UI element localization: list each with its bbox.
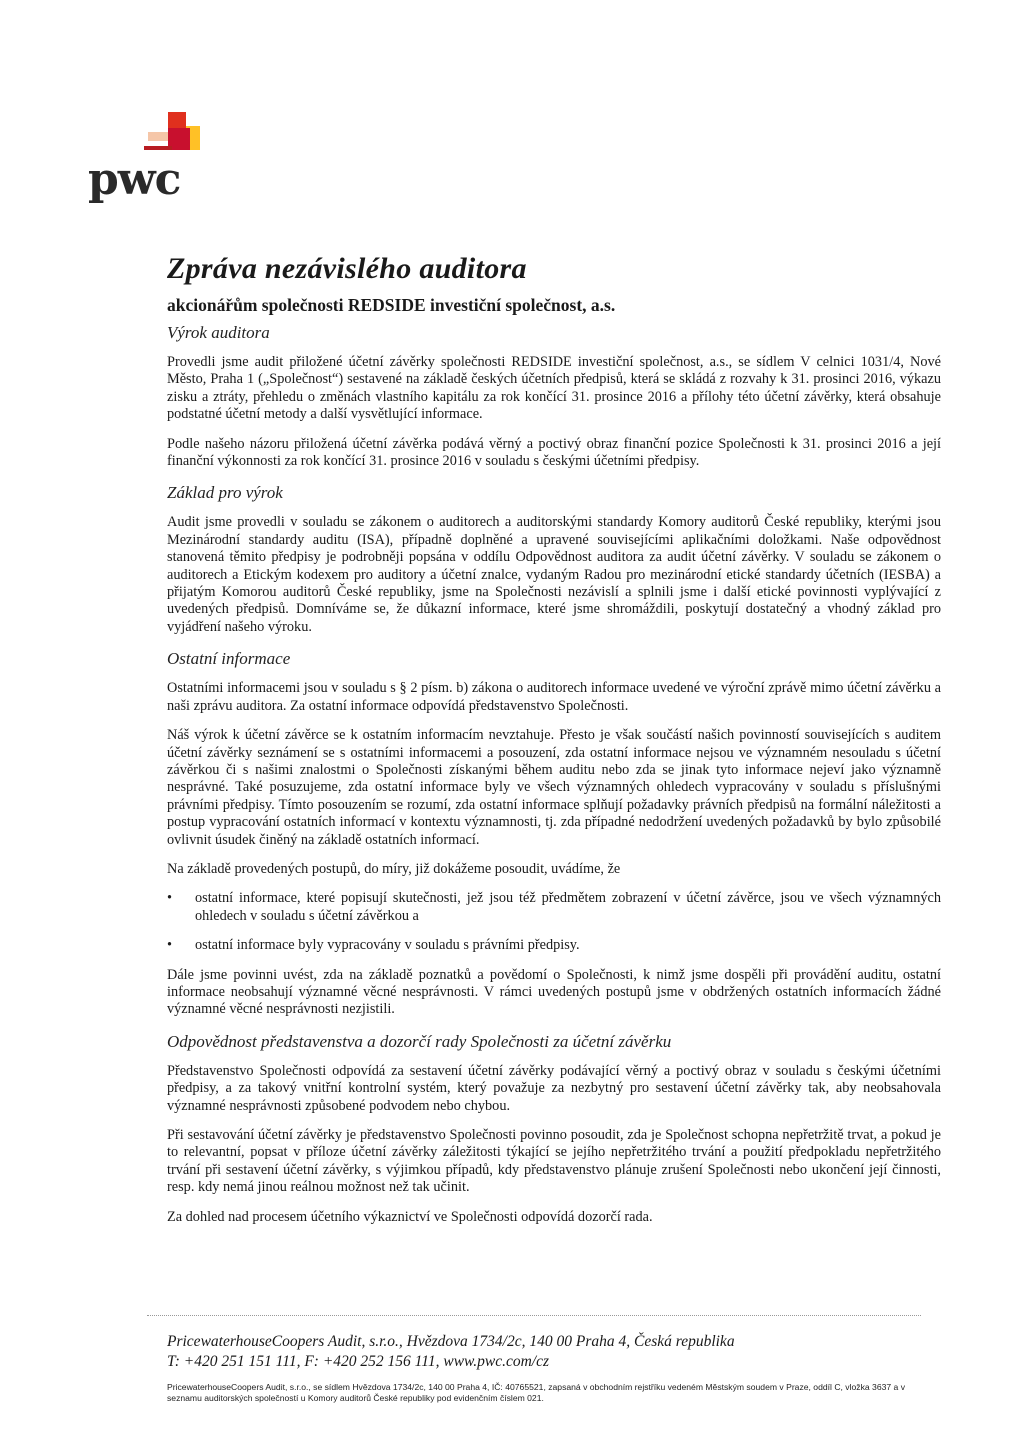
section-heading-basis: Základ pro výrok (167, 483, 283, 503)
list-item-text: ostatní informace, které popisují skutečnosti, jež jsou též předmětem zobrazení v účetní závěrce, jsou ve všech významných ohledech v souladu s účetní závěrkou a (195, 890, 941, 924)
paragraph: Dále jsme povinni uvést, zda na základě poznatků a povědomí o Společnosti, k nimž jsme dospěli při provádění auditu, ostatní informace neobsahují významné věcné nesprávnosti. V rámci uvedených postupů jsme v obdržených ostatních informacích žádné významné věcné nesprávnosti nezjistili. (167, 966, 941, 1018)
section-heading-opinion: Výrok auditora (167, 323, 270, 342)
section-heading-other-information: Ostatní informace (167, 649, 291, 669)
report-title: Zpráva nezávislého auditora (167, 252, 527, 285)
footer-divider (147, 1315, 921, 1316)
footer-legal: PricewaterhouseCoopers Audit, s.r.o., se sídlem Hvězdova 1734/2c, 140 00 Praha 4, IČ: 40765521, zapsaná v obchodním rejstříku vedeném Městským soudem v Praze, oddíl C, vložka 3637 a v seznamu auditorských společností u Komory auditorů České republiky pod evidenčním číslem 021. (167, 1382, 906, 1403)
section-heading-board-responsibility: Odpovědnost představenstva a dozorčí rady Společnosti za účetní závěrku (167, 1031, 672, 1051)
list-item (167, 890, 941, 925)
footer-address (167, 1332, 927, 1372)
bullet-icon: • (167, 890, 173, 907)
paragraph: Představenstvo Společnosti odpovídá za sestavení účetní závěrky podávající věrný a poctivý obraz v souladu s českými účetními předpisy, a za takový vnitřní kontrolní systém, který považuje za nezbytný pro sestavení účetní závěrky tak, aby neobsahovala významné nesprávnosti způsobené podvodem nebo chybou. (167, 1062, 941, 1114)
paragraph: Za dohled nad procesem účetního výkaznictví ve Společnosti odpovídá dozorčí rada. (167, 1208, 653, 1225)
report-subtitle: akcionářům společnosti REDSIDE investiční společnost, a.s. (167, 295, 616, 315)
report-body (167, 250, 941, 1238)
logo-block-dark (144, 146, 172, 150)
paragraph: Ostatními informacemi jsou v souladu s § 2 písm. b) zákona o auditorech informace uvedené ve výroční zprávě mimo účetní závěrku a naši zprávu auditora. Za ostatní informace odpovídá představenstvo Společnosti. (167, 680, 941, 714)
footer-address-line: PricewaterhouseCoopers Audit, s.r.o., Hvězdova 1734/2c, 140 00 Praha 4, Česká republika (167, 1333, 735, 1350)
bullet-list (167, 890, 941, 954)
bullet-icon: • (167, 937, 173, 954)
pwc-logo (88, 108, 218, 208)
paragraph: Na základě provedených postupů, do míry, již dokážeme posoudit, uvádíme, že (167, 860, 621, 877)
paragraph: Provedli jsme audit přiložené účetní závěrky společnosti REDSIDE investiční společnost, a.s., se sídlem V celnici 1031/4, Nové Město, Praha 1 („Společnost“) sestavené na základě českých účetních předpisů, která se skládá z rozvahy k 31. prosinci 2016, výkazu zisku a ztráty, přehledu o změnách vlastního kapitálu za rok končící 31. prosince 2016 a přílohy této účetní závěrky, která obsahuje podstatné účetní metody a další vysvětlující informace. (167, 354, 941, 423)
logo-wordmark: pwc (88, 154, 181, 205)
paragraph: Náš výrok k účetní závěrce se k ostatním informacím nevztahuje. Přesto je však součástí našich povinností souvisejících s auditem účetní závěrky seznámení se s ostatními informacemi a posouzení, zda ostatní informace nejsou ve významném nesouladu s účetní závěrkou či s našimi znalostmi o Společnosti získanými během auditu nebo zda se jinak tyto informace nejeví jako významně nesprávné. Také posuzujeme, zda ostatní informace byly ve všech významných ohledech vypracovány v souladu s příslušnými právními předpisy. Tímto posouzením se rozumí, zda ostatní informace splňují požadavky právních předpisů na formální náležitosti a postup vypracování ostatních informací v kontextu významnosti, tj. zda případné nedodržení uvedených požadavků by bylo způsobilé ovlivnit úsudek činěný na základě ostatních informací. (167, 727, 941, 848)
paragraph: Podle našeho názoru přiložená účetní závěrka podává věrný a poctivý obraz finanční pozice Společnosti k 31. prosinci 2016 a její finanční výkonnosti za rok končící 31. prosince 2016 v souladu s českými účetními předpisy. (167, 435, 941, 470)
paragraph: Audit jsme provedli v souladu se zákonem o auditorech a auditorskými standardy Komory auditorů České republiky, kterými jsou Mezinárodní standardy auditu (ISA), případně doplněné a upravené souvisejícími aplikačními doložkami. Naše odpovědnost stanovená těmito předpisy je podrobněji popsána v oddílu Odpovědnost auditora za audit účetní závěrky. V souladu se zákonem o auditorech a Etickým kodexem pro auditory a účetní znalce, vydaným Radou pro mezinárodní etické standardy účetních (IESBA) a přijatým Komorou auditorů České republiky, jsme na Společnosti nezávislí a splnili jsme i další etické povinnosti vyplývající z uvedených předpisů. Domníváme se, že důkazní informace, které jsme shromáždili, poskytují dostatečný a vhodný základ pro vyjádření našeho výroku. (167, 514, 941, 635)
list-item-text: ostatní informace byly vypracovány v souladu s právními předpisy. (195, 937, 580, 954)
list-item (167, 937, 941, 954)
paragraph: Při sestavování účetní závěrky je představenstvo Společnosti povinno posoudit, zda je Společnost schopna nepřetržitě trvat, a pokud je to relevantní, popsat v příloze účetní závěrky záležitosti týkající se jejího nepřetržitého trvání a použití předpokladu nepřetržitého trvání při sestavení účetní závěrky, s výjimkou případů, kdy představenstvo plánuje zrušení Společnosti nebo ukončení její činnosti, resp. kdy nemá jinou reálnou možnost než tak učinit. (167, 1127, 941, 1196)
footer-contact-line: T: +420 251 151 111, F: +420 252 156 111, www.pwc.com/cz (167, 1353, 549, 1370)
